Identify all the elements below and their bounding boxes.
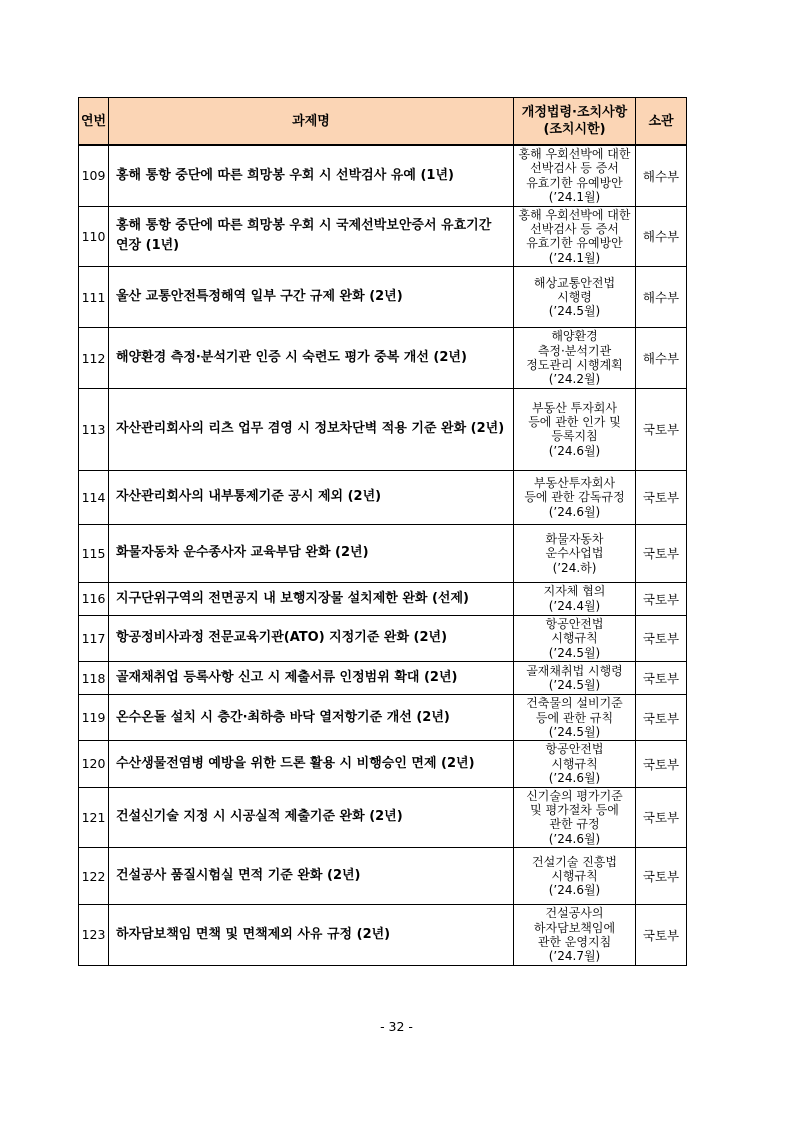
row-action-line: (’24.1월) (548, 190, 601, 205)
row-agency: 국토부 (636, 695, 687, 741)
table-row (79, 267, 687, 328)
row-action-line: 시행규칙 (551, 631, 598, 646)
table-row (79, 662, 687, 695)
row-action (514, 848, 636, 905)
table-row (79, 145, 687, 206)
row-title: 온수온돌 설치 시 층간·최하층 바닥 열저항기준 개선 (2년) (109, 695, 514, 741)
row-title: 건설공사 품질시험실 면적 기준 완화 (2년) (109, 848, 514, 905)
row-action-line: (’24.4월) (548, 598, 601, 613)
row-title: 하자담보책임 면책 및 면책제외 사유 규정 (2년) (109, 905, 514, 966)
row-title: 화물자동차 운수종사자 교육부담 완화 (2년) (109, 524, 514, 582)
row-title: 자산관리회사의 리츠 업무 겸영 시 정보차단벽 적용 기준 완화 (2년) (109, 388, 514, 470)
header-number: 연번 (79, 98, 109, 146)
row-number: 117 (79, 615, 109, 661)
row-title: 항공정비사과정 전문교육기관(ATO) 지정기준 완화 (2년) (109, 615, 514, 661)
row-number: 109 (79, 145, 109, 206)
row-title: 건설신기술 지정 시 시공실적 제출기준 완화 (2년) (109, 787, 514, 848)
row-action-line: (’24.1월) (548, 250, 601, 265)
row-action-line: (’24.6월) (548, 443, 601, 458)
row-action (514, 206, 636, 267)
row-number: 119 (79, 695, 109, 741)
header-action-line1: 개정법령·조치사항 (521, 105, 628, 120)
row-action (514, 615, 636, 661)
row-action-line: 건축물의 설비기준 (526, 696, 623, 711)
row-action-line: 해상교통안전법 (533, 275, 616, 290)
table-row (79, 524, 687, 582)
row-action-line: 정도관리 시행계획 (526, 358, 623, 373)
row-action-line: 화물자동차 (545, 531, 604, 546)
table-row (79, 905, 687, 966)
row-number: 116 (79, 582, 109, 615)
row-number: 115 (79, 524, 109, 582)
row-action-line: 부동산 투자회사 (532, 400, 617, 415)
row-action-line: 등에 관한 인가 및 (528, 414, 621, 429)
row-action-line: 관한 운영지침 (537, 934, 612, 949)
table-row (79, 388, 687, 470)
row-title: 홍해 통항 중단에 따른 희망봉 우회 시 선박검사 유예 (1년) (109, 145, 514, 206)
row-action (514, 388, 636, 470)
row-agency: 국토부 (636, 741, 687, 787)
table-body (79, 145, 687, 965)
row-action-line: 선박검사 등 증서 (530, 222, 619, 237)
row-agency: 해수부 (636, 267, 687, 328)
row-number: 112 (79, 328, 109, 389)
row-action-line: (’24.6월) (548, 831, 601, 846)
row-action-line: 시행규칙 (551, 868, 598, 883)
row-action-line: 시행령 (557, 290, 592, 305)
row-action-line: 유효기한 유예방안 (526, 236, 623, 251)
row-number: 121 (79, 787, 109, 848)
row-action-line: 등에 관한 감독규정 (524, 490, 625, 505)
row-agency: 국토부 (636, 388, 687, 470)
table-row (79, 582, 687, 615)
row-agency: 국토부 (636, 848, 687, 905)
row-action-line: 골재채취법 시행령 (526, 663, 623, 678)
row-action-line: 해양환경 (551, 329, 598, 344)
row-action-line: 신기술의 평가기준 (526, 788, 623, 803)
row-title: 울산 교통안전특정해역 일부 구간 규제 완화 (2년) (109, 267, 514, 328)
row-action-line: (’24.6월) (548, 771, 601, 786)
row-number: 114 (79, 470, 109, 524)
row-agency: 국토부 (636, 905, 687, 966)
table-row (79, 741, 687, 787)
row-agency: 국토부 (636, 787, 687, 848)
row-action-line: 지자체 협의 (543, 584, 606, 599)
row-action (514, 582, 636, 615)
row-action-line: 측정·분석기관 (537, 343, 612, 358)
table-row (79, 695, 687, 741)
row-action (514, 662, 636, 695)
header-action-line2: (조치시한) (543, 122, 606, 137)
row-title: 자산관리회사의 내부통제기준 공시 제외 (2년) (109, 470, 514, 524)
row-title: 홍해 통항 중단에 따른 희망봉 우회 시 국제선박보안증서 유효기간 연장 (1년) (109, 206, 514, 267)
row-number: 110 (79, 206, 109, 267)
row-action-line: 등록지침 (551, 429, 598, 444)
row-action-line: (’24.6월) (548, 883, 601, 898)
row-agency: 국토부 (636, 582, 687, 615)
row-title: 수산생물전염병 예방을 위한 드론 활용 시 비행승인 면제 (2년) (109, 741, 514, 787)
row-action-line: 항공안전법 (545, 616, 604, 631)
row-title: 해양환경 측정·분석기관 인증 시 숙련도 평가 중복 개선 (2년) (109, 328, 514, 389)
row-agency: 국토부 (636, 662, 687, 695)
table-row (79, 206, 687, 267)
row-agency: 국토부 (636, 470, 687, 524)
row-action-line: (’24.하) (552, 560, 597, 575)
header-title: 과제명 (109, 98, 514, 146)
header-action (514, 98, 636, 146)
row-action-line: (’24.7월) (548, 949, 601, 964)
row-number: 111 (79, 267, 109, 328)
row-number: 113 (79, 388, 109, 470)
row-agency: 해수부 (636, 145, 687, 206)
row-action-line: 유효기한 유예방안 (526, 175, 623, 190)
row-action-line: 항공안전법 (545, 742, 604, 757)
row-action-line: 하자담보책임에 (533, 920, 616, 935)
table-row (79, 328, 687, 389)
regulation-task-table (78, 97, 687, 966)
row-action-line: 선박검사 등 증서 (530, 161, 619, 176)
row-action (514, 741, 636, 787)
row-action-line: (’24.5월) (548, 678, 601, 693)
row-action-line: (’24.5월) (548, 645, 601, 660)
row-action-line: (’24.6월) (548, 504, 601, 519)
row-title: 골재채취업 등록사항 신고 시 제출서류 인정범위 확대 (2년) (109, 662, 514, 695)
row-action (514, 695, 636, 741)
table-row (79, 470, 687, 524)
row-title: 지구단위구역의 전면공지 내 보행지장물 설치제한 완화 (선제) (109, 582, 514, 615)
row-action-line: 등에 관한 규칙 (535, 710, 614, 725)
row-action-line: (’24.5월) (548, 304, 601, 319)
row-action (514, 328, 636, 389)
row-number: 122 (79, 848, 109, 905)
row-agency: 국토부 (636, 615, 687, 661)
header-agency: 소관 (636, 98, 687, 146)
row-action-line: 홍해 우회선박에 대한 (518, 207, 631, 222)
table-row (79, 787, 687, 848)
row-number: 118 (79, 662, 109, 695)
table-header-row (79, 98, 687, 146)
row-agency: 해수부 (636, 206, 687, 267)
row-number: 120 (79, 741, 109, 787)
row-action (514, 524, 636, 582)
row-action (514, 470, 636, 524)
row-action-line: 운수사업법 (545, 546, 604, 561)
row-action-line: (’24.2월) (548, 372, 601, 387)
row-action-line: 부동산투자회사 (533, 475, 616, 490)
row-action (514, 787, 636, 848)
row-action-line: 시행규칙 (551, 756, 598, 771)
table-row (79, 615, 687, 661)
row-action-line: (’24.5월) (548, 724, 601, 739)
row-action-line: 관한 규정 (549, 817, 600, 832)
row-action-line: 건설공사의 (545, 906, 604, 921)
row-agency: 국토부 (636, 524, 687, 582)
table-row (79, 848, 687, 905)
row-agency: 해수부 (636, 328, 687, 389)
row-action (514, 145, 636, 206)
page-number: - 32 - (380, 1019, 413, 1034)
row-action (514, 905, 636, 966)
row-action (514, 267, 636, 328)
row-action-line: 및 평가절차 등에 (530, 802, 619, 817)
row-action-line: 건설기술 진흥법 (532, 854, 617, 869)
row-action-line: 홍해 우회선박에 대한 (518, 147, 631, 161)
row-number: 123 (79, 905, 109, 966)
